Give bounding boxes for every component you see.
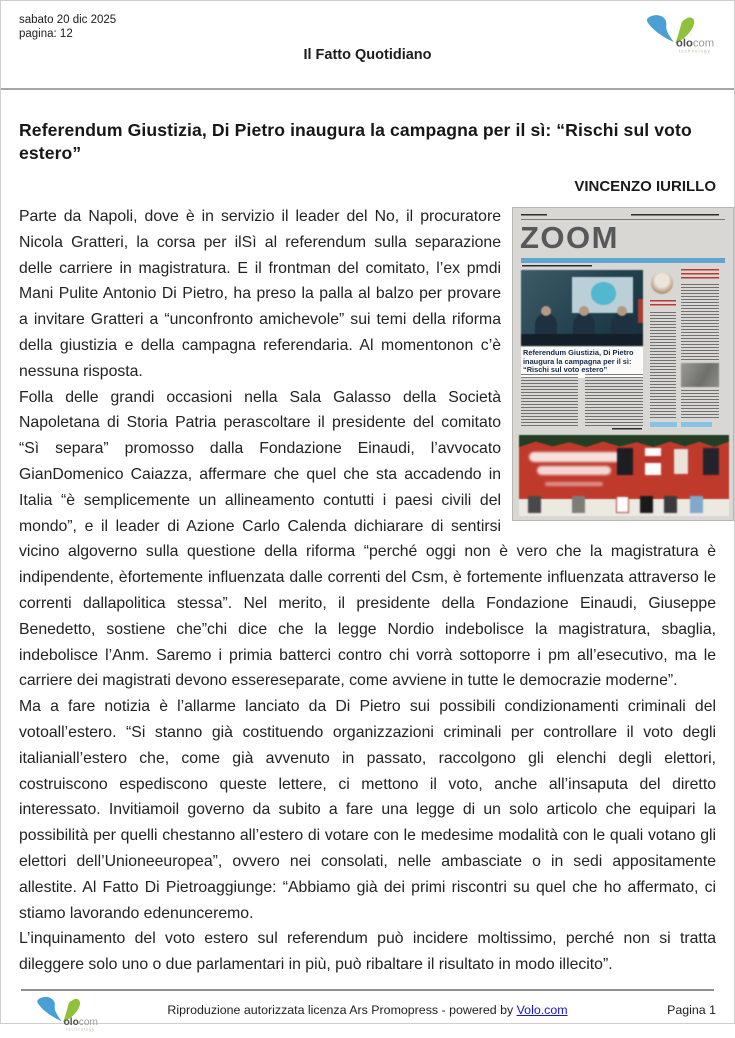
- source-title: Il Fatto Quotidiano: [303, 47, 432, 63]
- clipping-folio-right: [631, 214, 719, 217]
- clipping-folio-left: [521, 214, 547, 217]
- clipping-ad-banner: [519, 435, 729, 516]
- article-body: [19, 204, 716, 978]
- svg-text:olocom: olocom: [63, 1017, 98, 1029]
- clipping-photo-caption: [522, 265, 592, 268]
- book-cover: [690, 496, 703, 513]
- book-cover: [572, 496, 585, 513]
- clipping-byline: [612, 428, 642, 431]
- clipping-text-column: [650, 312, 676, 418]
- volocom-logo-icon: [640, 11, 724, 55]
- banner-garland: [519, 435, 729, 447]
- svg-text:olocom: olocom: [676, 37, 715, 50]
- photo-red-accent: [638, 299, 643, 323]
- clipping-blue-tag: [681, 422, 712, 427]
- paragraph: Ma a fare notizia è l’allarme lanciato da Di Pietro sui possibili condizionamenti criminali del votoall’estero. “Si stanno già costituendo organizzazioni criminali per controllare il voto degli italianiall’estero che, come già avvenuto in passato, raccolgono gli elenchi degli elettori, costruiscono espediscono queste lettere, ci mettono il voto, anche all’insaputa del diretto interessato. Invitiamoil governo da subito a fare una legge di un solo articolo che equipari la possibilità per quelli chestanno all’estero di votare con le medesime modalità con le quali votano gli elettori dell’Unioneeuropea”, ovvero nei consolati, nelle ambasciate o in sedi appositamente allestite. Al Fatto Di Pietroaggiunge: “Abbiamo già dei primi riscontri su quel che ho affermato, ci stiamo lavorando edenunceremo.: [19, 698, 716, 922]
- book-cover: [616, 496, 629, 513]
- book-cover: [640, 496, 653, 513]
- date-line: sabato 20 dic 2025: [19, 14, 117, 26]
- article: [1, 90, 734, 978]
- paragraph: L’inquinamento del voto estero sul referendum può incidere moltissimo, perché non si tratta dileggere solo uno o due parlamentari in più, può ribaltare il risultato in modo illecito”.: [19, 930, 716, 974]
- svg-text:technology: technology: [66, 1027, 96, 1032]
- table-strip: [521, 334, 643, 346]
- volocom-logo: [640, 11, 724, 60]
- page-number-line: pagina: 12: [19, 28, 73, 40]
- paragraph: Folla delle grandi occasioni nella Sala Galasso della Società Napoletana di Storia Patria perascoltare il presidente del comitato “Sì separa” promosso dalla Fondazione Einaudi, l’avvocato GianDomenico Caiazza, affermare che quel che sta accadendo in Italia “è semplicemente un allineamento contutti i paesi civili del mondo”, e il leader di Azione Carlo Calenda dichiarare di sentirsi vicino algoverno sulla questione della riforma “perché oggi non è vero che la magistratura è indipendente, èfortemente influenzata dalle correnti del Csm, è fortemente influenzata attraverso le correnti dallapolitica stessa”. Nel merito, il presidente della Fondazione Einaudi, Giuseppe Benedetto, sostiene che”chi dice che la legge Nordio indebolisce la magistratura, sbaglia, indebolisce l’Anm. Saremo i primia batterci contro chi vorrà sottoporre i pm all’esecutivo, ma le carriere dei magistrati devono essereseparate, come avviene in tutte le democrazie moderne”.: [19, 388, 716, 690]
- book-cover: [703, 448, 719, 475]
- book-cover: [645, 448, 661, 475]
- clipping-text-column: [585, 374, 643, 426]
- banner-script-text: [537, 466, 611, 475]
- clipping-blue-bar: [521, 258, 725, 263]
- newspaper-clipping-thumbnail: [512, 207, 734, 521]
- book-cover: [664, 496, 677, 513]
- clipping-masthead: ZOOM: [520, 220, 619, 255]
- footer-divider: [21, 989, 714, 991]
- volocom-link[interactable]: Volo.com: [516, 1003, 568, 1017]
- header-meta: [19, 13, 116, 41]
- person-head: [541, 306, 551, 316]
- clipping-text-column: [681, 284, 719, 360]
- clipping-red-subhead: [681, 269, 719, 280]
- person-head: [579, 306, 589, 316]
- svg-text:technology: technology: [679, 48, 711, 54]
- footer-page-number: Pagina 1: [667, 1003, 716, 1017]
- clipping-main-photo: [521, 270, 643, 346]
- license-text: Riproduzione autorizzata licenza Ars Promopress - powered by: [167, 1003, 517, 1017]
- clipping-headline: Referendum Giustizia, Di Pietro inaugura la campagna per il sì: “Rischi sul voto estero”: [521, 347, 643, 378]
- banner-script-text: [529, 452, 621, 462]
- clipping-red-subhead: [650, 300, 676, 308]
- person-head: [617, 306, 627, 316]
- clipping-blue-tag: [650, 422, 677, 427]
- footer-license: [1, 1003, 734, 1017]
- clipping-small-photo: [681, 363, 719, 387]
- article-author: VINCENZO IURILLO: [574, 178, 716, 195]
- clipping-text-column: [681, 390, 719, 418]
- book-cover: [528, 496, 541, 513]
- clipping-text-column: [521, 374, 578, 426]
- article-title: Referendum Giustizia, Di Pietro inaugura la campagna per il sì: “Rischi sul voto estero”: [19, 120, 692, 163]
- banner-script-text: [545, 482, 603, 486]
- paragraph: Parte da Napoli, dove è in servizio il leader del No, il procuratore Nicola Gratteri, la corsa per ilSì al referendum sulla separazione delle carriere in magistratura. E il frontman del comitato, l’ex pmdi Mani Pulite Antonio Di Pietro, ha preso la palla al balzo per provare a invitare Gratteri a “unconfronto amichevole” sui temi della riforma della giustizia e della campagna referendaria. Al momentonon c’è nessuna risposta.: [19, 208, 501, 380]
- screen-logo-circle: [591, 282, 617, 305]
- book-cover: [617, 448, 633, 475]
- portrait-photo: [651, 272, 673, 294]
- book-cover: [673, 448, 689, 475]
